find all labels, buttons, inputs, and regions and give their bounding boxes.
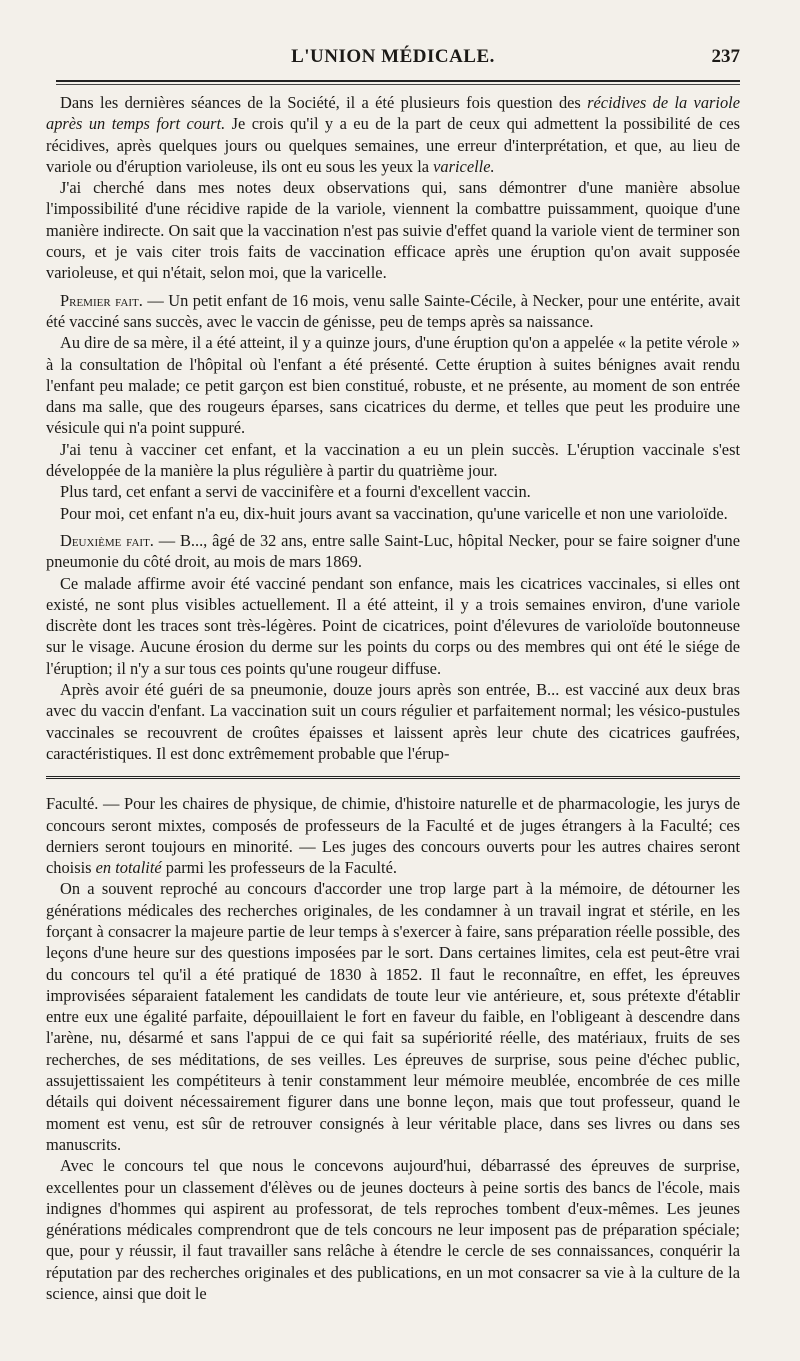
article-body xyxy=(46,72,740,764)
paragraph: J'ai tenu à vacciner cet enfant, et la vaccination a eu un plein succès. L'éruption vaccinale s'est développée de la manière la plus régulière à partir du quatrième jour. xyxy=(46,439,740,481)
header-rule xyxy=(56,80,740,82)
paragraph: On a souvent reproché au concours d'accorder une trop large part à la mémoire, de détourner les générations médicales des recherches originales, de les condamner à un travail ingrat et stérile, en les forçant à consacrer la majeure partie de leur temps à s'exercer à faire, sans préparation réelle possible, des leçons d'une heure sur des questions imposées par le sort. Dans certaines limites, cela est peut-être vrai du concours tel qu'il a été pratiqué de 1830 à 1852. Il faut le reconnaître, en effet, les épreuves improvisées séparaient fatalement les candidats de toute leur vie antérieure, et, sous prétexte d'établir entre eux une égalité parfaite, dépouillaient le fort en faveur du faible, en l'obligeant à descendre dans l'arène, nu, désarmé et sans l'appui de ce qui fait sa supériorité réelle, des matériaux, fruits de ses recherches, de ses méditations, de ses veilles. Les épreuves de surprise, sous peine d'échec public, assujettissaient les compétiteurs à tenir constamment leur mémoire meublée, encombrée de ces mille détails qui doivent nécessairement figurer dans une bonne leçon, mais que tout professeur, quand le moment est venu, est sûr de retrouver consignés à leur véritable place, dans ses livres ou dans ses manuscrits. xyxy=(46,879,740,1154)
paragraph: Avec le concours tel que nous le concevons aujourd'hui, débarrassé des épreuves de surprise, excellentes pour un classement d'élèves ou de jeunes docteurs à peine sortis des bancs de l'école, mais indignes d'hommes qui aspirent au professorat, de tels reproches tombent d'eux-mêmes. Les jeunes générations médicales comprendront que de tels concours ne leur imposent pas de préparation spéciale; que, pour y réussir, il faut travailler sans relâche à étendre le cercle de ses connaissances, conquérir la réputation par des recherches originales et des publications, en un mot consacrer sa vie à la culture de la science, ainsi que doit le xyxy=(46,1156,740,1304)
paragraph: J'ai cherché dans mes notes deux observations qui, sans démontrer d'une manière absolue l'impossibilité d'une récidive rapide de la variole, viennent la combattre puissamment, quoique d'une manière indirecte. On sait que la vaccination n'est pas suivie d'effet quand la variole vient de terminer son cours, et je vais citer trois faits de vaccination efficace après une éruption qu'on avait supposée varioleuse, et qui n'était, selon moi, que la varicelle. xyxy=(46,178,740,283)
paragraph-fait-1: Premier fait. — Un petit enfant de 16 mois, venu salle Sainte-Cécile, à Necker, pour une entérite, avait été vacciné sans succès, avec le vaccin de génisse, peu de temps après sa naissance. xyxy=(46,290,741,331)
paragraph-fait-2: Deuxième fait. — B..., âgé de 32 ans, entre salle Saint-Luc, hôpital Necker, pour se faire soigner d'une pneumonie du côté droit, au mois de mars 1869. xyxy=(46,530,740,572)
fait-label: Premier fait. xyxy=(60,290,143,310)
paragraph: Pour moi, cet enfant n'a eu, dix-huit jours avant sa vaccination, qu'une varicelle et non une varioloïde. xyxy=(60,503,728,523)
feuilleton-separator xyxy=(46,776,740,779)
paragraph: Faculté. — Pour les chaires de physique, de chimie, d'histoire naturelle et de pharmacologie, les jurys de concours seront mixtes, composés de professeurs de la Faculté et de juges étrangers à la Faculté; ces derniers seront toujours en minorité. — Les juges des concours ouverts pour les autres chaires seront choisis en totalité parmi les professeurs de la Faculté. xyxy=(46,794,740,878)
feuilleton-body xyxy=(46,793,740,1304)
paragraph: Plus tard, cet enfant a servi de vaccinifère et a fourni d'excellent vaccin. xyxy=(60,482,531,502)
paragraph: Après avoir été guéri de sa pneumonie, douze jours après son entrée, B... est vacciné aux deux bras avec du vaccin d'enfant. La vaccination suit un cours régulier et parfaitement normal; les vésico-pustules vaccinales se recouvrent de croûtes épaisses et laissent après leur chute des cicatrices gaufrées, caractéristiques. Il est donc extrêmement probable que l'érup- xyxy=(46,680,740,763)
page-number: 237 xyxy=(711,46,740,67)
fait-label: Deuxième fait. xyxy=(60,530,154,550)
paragraph: Dans les dernières séances de la Société, il a été plusieurs fois question des récidives de la variole après un temps fort court. Je crois qu'il y a eu de la part de ceux qui admettent la possibilité de ces récidives, après quelques jours ou quelques semaines, une erreur d'interprétation, et que, au lieu de variole ou d'éruption varioleuse, ils ont eu sous les yeux la varicelle. xyxy=(46,93,740,176)
header-rule-thin xyxy=(56,84,740,85)
paragraph: Ce malade affirme avoir été vacciné pendant son enfance, mais les cicatrices vaccinales, si elles ont existé, ne sont plus visibles actuellement. Il a été atteint, il y a trois semaines environ, d'une variole discrète dont les traces sont très-légères. Point de cicatrices, point d'élevures de varioloïde boutonneuse sur le visage. Aucune érosion du derme sur les points du corps ou des membres qui ont été le siége de l'éruption; il n'y a sur tous ces points qu'une rougeur diffuse. xyxy=(46,573,740,678)
paragraph: Au dire de sa mère, il a été atteint, il y a quinze jours, d'une éruption qu'on a appelée « la petite vérole » à la consultation de l'hôpital où l'enfant a été présenté. Cette éruption à suites bénignes avait rendu l'enfant peu malade; ce petit garçon est bien constitué, robuste, et ne présente, au moment de son entrée dans ma salle, que des rougeurs éparses, sans cicatrices du derme, et telles que peut les produire une vésicule qui n'a point suppuré. xyxy=(46,333,740,438)
page-header xyxy=(46,0,740,72)
running-title: L'UNION MÉDICALE. xyxy=(291,46,495,67)
